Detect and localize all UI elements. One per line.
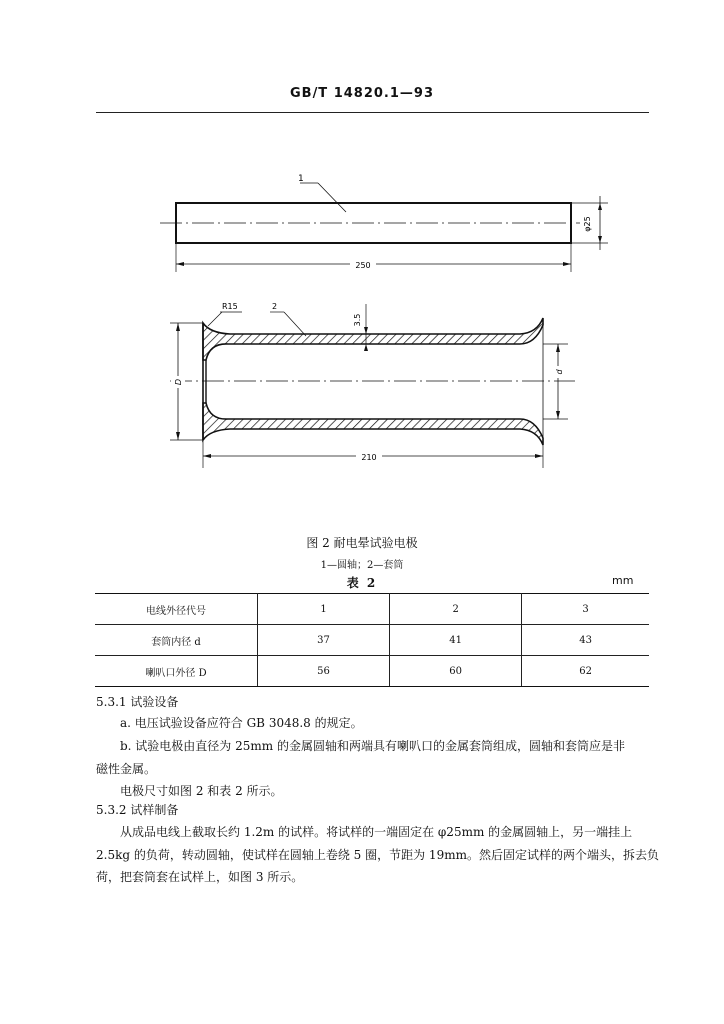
table-cell: 3 xyxy=(522,594,649,625)
sleeve-length-label: 210 xyxy=(361,453,377,462)
rod-leader xyxy=(318,183,346,212)
rod-drawing xyxy=(160,174,608,272)
figure-legend: 1—圆轴；2—套筒 xyxy=(320,560,404,571)
outer-diameter-label: D xyxy=(174,378,183,386)
table-unit: mm xyxy=(612,574,634,587)
table-cell: 喇叭口外径 D xyxy=(95,656,258,687)
inner-diameter-label: d xyxy=(555,369,564,375)
rod-diameter-label: φ25 xyxy=(583,216,592,232)
section-5-3-1-item-b-cont: 磁性金属。 xyxy=(96,762,157,776)
section-5-3-2-para-line3: 荷，把套筒套在试样上，如图 3 所示。 xyxy=(96,870,304,884)
table-cell: 62 xyxy=(522,656,649,687)
table-cell: 41 xyxy=(390,625,522,656)
figure-caption: 图 2 耐电晕试验电极 xyxy=(306,536,418,550)
table-row xyxy=(95,656,649,687)
table-cell: 56 xyxy=(258,656,390,687)
sleeve-drawing xyxy=(170,302,575,468)
sleeve-leader xyxy=(284,312,306,336)
radius-label: R15 xyxy=(222,302,238,311)
section-5-3-1-item-b: b. 试验电极由直径为 25mm 的金属圆轴和两端具有喇叭口的金属套筒组成，圆轴和套筒应是非 xyxy=(120,739,625,753)
section-5-3-2-para-line2: 2.5kg 的负荷，转动圆轴，使试样在圆轴上卷绕 5 圈，节距为 19mm。然后固定试样的两个端头，拆去负 xyxy=(96,848,659,862)
table-cell: 套筒内径 d xyxy=(95,625,258,656)
table-row xyxy=(95,625,649,656)
section-5-3-2-para-line1: 从成品电线上截取长约 1.2m 的试样。将试样的一端固定在 φ25mm 的金属圆轴上，另一端挂上 xyxy=(120,825,633,839)
sleeve-top-wall xyxy=(203,318,543,360)
table-cell: 43 xyxy=(522,625,649,656)
sleeve-bottom-wall xyxy=(203,403,543,445)
rod-length-label: 250 xyxy=(355,261,371,270)
wall-label: 3.5 xyxy=(353,313,362,327)
table-cell: 37 xyxy=(258,625,390,656)
sleeve-callout: 2 xyxy=(272,302,278,311)
section-5-3-2-heading: 5.3.2 试样制备 xyxy=(96,803,179,817)
section-5-3-1-heading: 5.3.1 试验设备 xyxy=(96,695,179,709)
table-row xyxy=(95,594,649,625)
radius-leader xyxy=(208,312,222,326)
table-cell: 60 xyxy=(390,656,522,687)
page-header: GB/T 14820.1—93 xyxy=(289,86,435,101)
rod-callout: 1 xyxy=(298,174,304,184)
section-5-3-1-note: 电极尺寸如图 2 和表 2 所示。 xyxy=(120,784,283,798)
table-title: 表 2 xyxy=(346,576,378,590)
table-cell: 电线外径代号 xyxy=(95,594,258,625)
table-cell: 1 xyxy=(258,594,390,625)
dimension-table xyxy=(95,593,649,687)
section-5-3-1-item-a: a. 电压试验设备应符合 GB 3048.8 的规定。 xyxy=(120,716,363,730)
table-cell: 2 xyxy=(390,594,522,625)
